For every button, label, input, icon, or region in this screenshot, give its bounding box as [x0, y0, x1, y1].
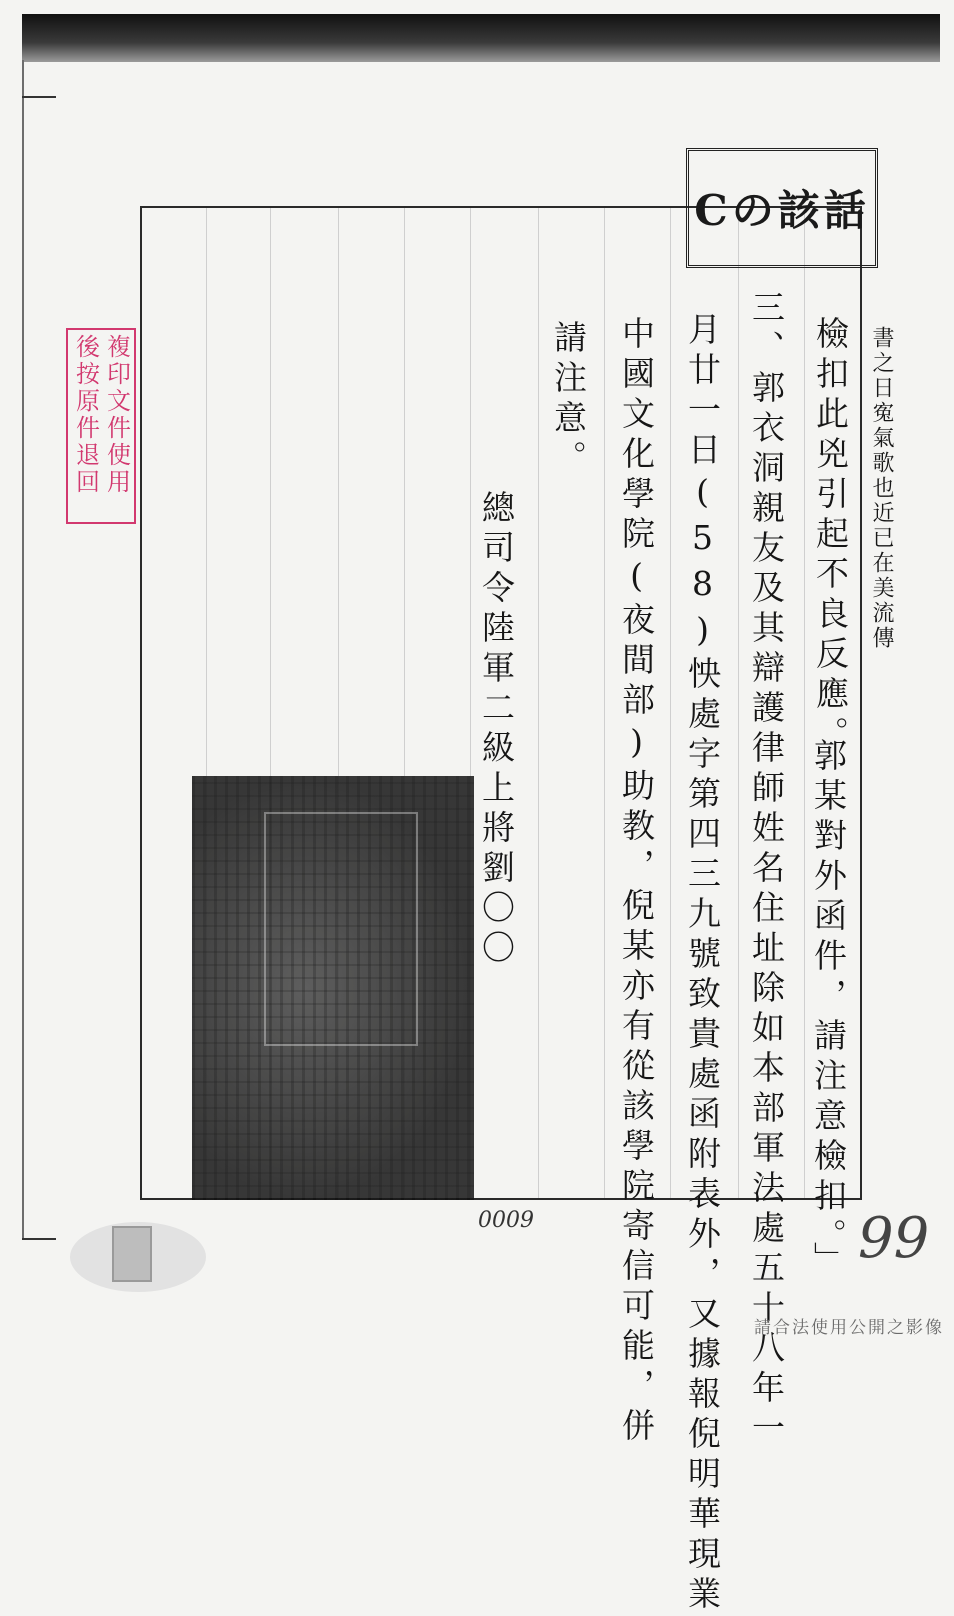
- seal-imprint-frame: [264, 812, 418, 1046]
- column-rule: [738, 208, 739, 1198]
- column-rule: [804, 208, 805, 1198]
- signature-line: 總司令陸軍二級上將劉〇〇: [477, 490, 516, 970]
- stamp-line-1: 複印文件使用: [102, 334, 131, 496]
- serial-number: 0009: [478, 1208, 534, 1233]
- text-column-3: 三、郭衣洞親友及其辯護律師姓名住址除如本部軍法處五十八年一: [747, 290, 786, 1450]
- margin-tick: [22, 96, 56, 98]
- column-rule: [670, 208, 671, 1198]
- column-rule: [538, 208, 539, 1198]
- text-column-1: 檢扣此兇引起不良反應。: [811, 316, 850, 756]
- copy-notice-stamp: [66, 328, 136, 524]
- usage-notice: 請合法使用公開之影像: [754, 1318, 944, 1338]
- scan-top-band: [22, 14, 940, 62]
- text-column-4: 月廿一日(58)怏處字第四三九號致貴處函附表外，又據報倪明華現業: [683, 312, 722, 1616]
- seal-stamp: [686, 148, 878, 268]
- text-column-5: 中國文化學院(夜間部)助教，倪某亦有從該學院寄信可能，併: [617, 316, 656, 1448]
- page-number: 99: [858, 1206, 930, 1271]
- column-rule: [604, 208, 605, 1198]
- margin-tick: [22, 1238, 56, 1240]
- text-column-6: 請注意。: [549, 320, 588, 480]
- margin-note: 書之日寃氣歌也近已在美流傳: [869, 326, 894, 651]
- book-icon: [112, 1226, 152, 1282]
- scan-left-edge: [22, 60, 24, 1240]
- text-column-2: 郭某對外函件，請注意檢扣。」: [809, 738, 848, 1282]
- stamp-line-2: 後按原件退回: [71, 334, 100, 496]
- seal-text: Cの該話: [694, 186, 870, 235]
